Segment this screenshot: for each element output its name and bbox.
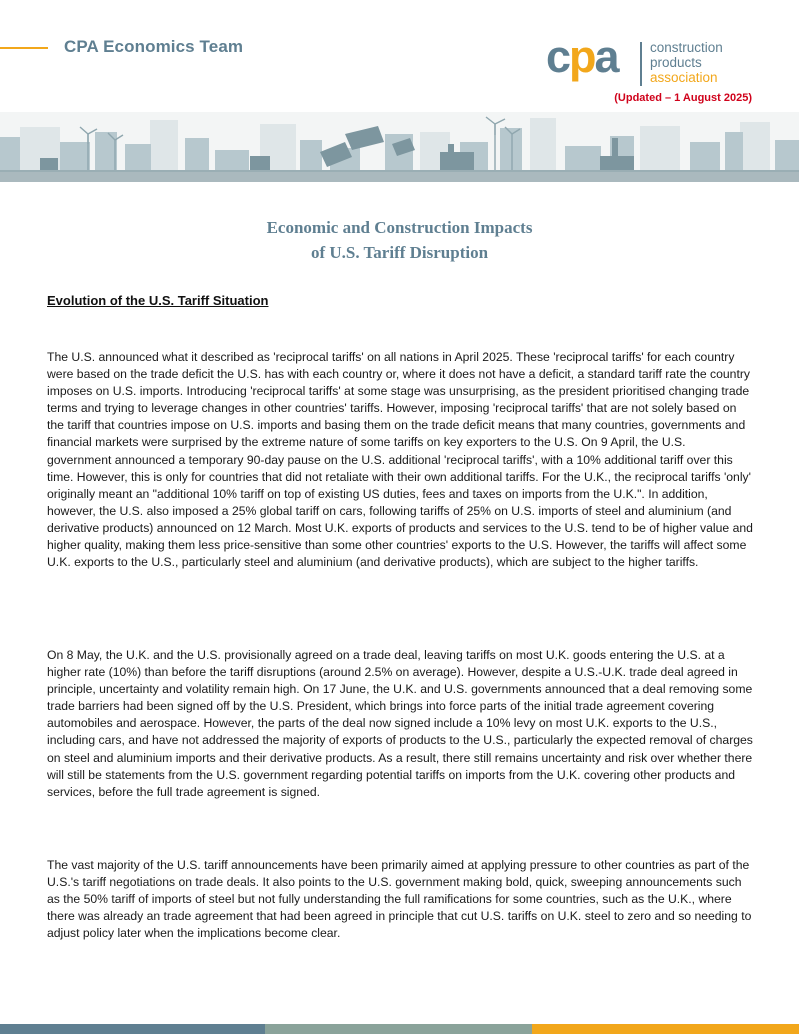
- footer-bar-slate: [0, 1024, 265, 1034]
- logo-mark: cpa: [546, 31, 618, 82]
- document-title: [0, 215, 799, 265]
- footer-color-bar: [0, 1024, 799, 1034]
- city-skyline-banner: [0, 112, 799, 182]
- title-line-2: of U.S. Tariff Disruption: [310, 243, 489, 262]
- body-paragraph-3: The vast majority of the U.S. tariff announcements have been primarily aimed at applying pressure to other countries as part of the U.S.'s tariff negotiations on trade deals. It also points to the U.S. government making bold, quick, sweeping announcements such as the 50% tariff of imports of steel but not fully understanding the full ramifications for some countries, such as the U.K., where there was already an trade agreement that had been agreed in principle that cut U.S. tariffs on U.K. steel to zero and so needing to adjust policy later when the implications become clear.: [47, 858, 752, 941]
- footer-bar-green: [265, 1024, 532, 1034]
- updated-date: (Updated – 1 August 2025): [614, 92, 752, 104]
- title-line-1: Economic and Construction Impacts: [266, 218, 533, 237]
- body-paragraph-2: On 8 May, the U.K. and the U.S. provisionally agreed on a trade deal, leaving tariffs on most U.K. goods entering the U.S. at a higher rate (10%) than before the tariff disruptions (around 2.5% on average). However, despite a U.S.-U.K. trade deal agreed in principle, uncertainty and volatility remain high. On 17 June, the U.K. and U.S. governments announced that a deal removing some trade barriers had been signed off by the U.S. President, which brings into force parts of the initial trade agreement covering automobiles and aerospace. However, the parts of the deal now signed include a 10% levy on most U.K. exports to the U.S., including cars, and have not addressed the majority of exports of products to the U.S., particularly the expected removal of charges on steel and aluminium imports and their derivative products. As a result, there still remains uncertainty and risk over whether there will still be statements from the U.S. government regarding potential tariffs on imports from the U.K. covering other products and services, before the full trade agreement is signed.: [47, 648, 753, 799]
- body-paragraph-1: The U.S. announced what it described as 'reciprocal tariffs' on all nations in April 2025. These 'reciprocal tariffs' for each country were based on the trade deficit the U.S. has with each country or, where it does not have a deficit, a standard tariff rate the country imposes on U.S. imports. Introducing 'reciprocal tariffs' at some stage was unsurprising, as the president prioritised changing trade terms and trying to leverage changes in other countries' tariffs. However, imposing 'reciprocal tariffs' that are not solely based on the tariff that countries impose on U.S. imports and basing them on the trade deficit means that many countries, governments and financial markets were surprised by the extreme nature of some tariffs on key exporters to the U.S. On 9 April, the U.S. government announced a temporary 90-day pause on the U.S. additional 'reciprocal tariffs', with a 10% additional tariff over this time. However, this is only for countries that did not retaliate with their own additional tariffs. For the U.K., the reciprocal tariffs 'only' originally meant an "additional 10% tariff on top of existing US duties, fees and taxes on imports from the U.K.". In addition, however, the U.S. also imposed a 25% global tariff on cars, following tariffs of 25% on U.S. imports of steel and aluminium (and derivative products) announced on 12 March. Most U.K. exports of products and services to the U.S. tend to be of higher value and higher quality, making them less price-sensitive than some other countries' exports to the U.S. However, the tariffs will affect some U.K. exports to the U.S., particularly steel and aluminium (and derivative products), which are subject to the higher tariffs.: [47, 350, 753, 570]
- header-accent-line: [0, 47, 48, 49]
- section-heading: Evolution of the U.S. Tariff Situation: [47, 293, 269, 308]
- logo-wordmark: construction products association: [650, 40, 723, 85]
- team-name: CPA Economics Team: [64, 37, 244, 56]
- footer-bar-orange: [532, 1024, 799, 1034]
- logo-divider: [640, 42, 642, 86]
- cpa-logo: [546, 31, 756, 90]
